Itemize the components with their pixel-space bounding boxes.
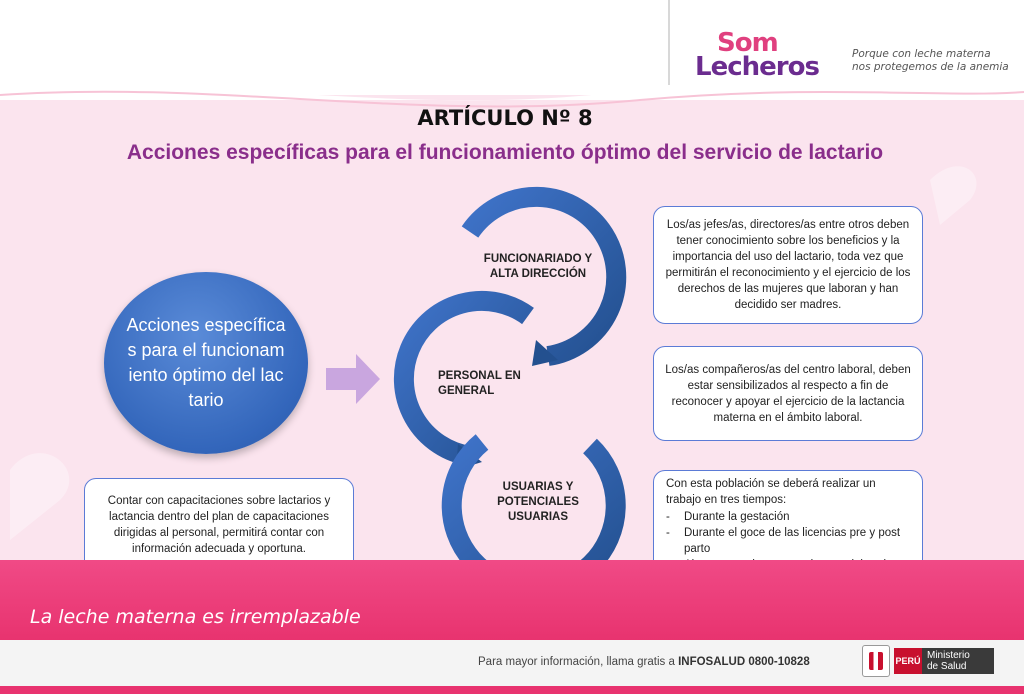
page-title: ARTÍCULO Nº 8 (417, 106, 593, 130)
footer-info-prefix: Para mayor información, llama gratis a (478, 656, 679, 668)
slogan: La leche materna es irremplazable (30, 606, 361, 628)
list-item: - Durante el goce de las licencias pre y post parto (666, 525, 910, 557)
footer-bar (0, 686, 1024, 694)
center-circle-text: Acciones específicas para el funcionamiento óptimo del lactario (126, 315, 286, 410)
logo-text-line2: Lecheros (695, 52, 819, 82)
spiral-label-directorate: FUNCIONARIADO Y ALTA DIRECCIÓN (483, 253, 593, 280)
footer-info-hotline: INFOSALUD 0800-10828 (678, 656, 810, 668)
staff-box (653, 346, 923, 441)
ministerio-line1: Ministerio (927, 650, 970, 661)
spiral-label-users: USUARIAS Y POTENCIALES USUARIAS (497, 481, 579, 523)
users-box-intro: Con esta población se deberá realizar un trabajo en tres tiempos: (666, 478, 876, 506)
directorate-box (653, 206, 923, 324)
list-item: - Durante la gestación (666, 509, 910, 525)
bottom-band (0, 560, 1024, 640)
ministerio-badge (922, 648, 994, 674)
footer-info (478, 656, 810, 668)
staff-box-text: Los/as compañeros/as del centro laboral, deben estar sensibilizados al respecto a fin de reconocer y apoyar el ejercicio de la lactancia materna en el ámbito laboral. (665, 363, 911, 424)
logo-text-line1: Som (717, 28, 778, 58)
spiral-label-staff: PERSONAL EN GENERAL (438, 370, 521, 397)
coat-of-arms-icon (862, 645, 890, 677)
page-subtitle: Acciones específicas para el funcionamiento óptimo del servicio de lactario (126, 141, 884, 164)
peru-badge: PERÚ (894, 648, 922, 674)
tagline-line2: nos protegemos de la anemia (852, 61, 1009, 73)
ministerio-line2: de Salud (927, 661, 967, 672)
training-box-text: Contar con capacitaciones sobre lactarios y lactancia dentro del plan de capacitaciones dirigidas al personal, permitirá contar con información adecuada y oportuna. (107, 495, 331, 555)
tagline-line1: Porque con leche materna (852, 48, 991, 60)
directorate-box-text: Los/as jefes/as, directores/as entre otros deben tener conocimiento sobre los beneficios y la importancia del uso del lactario, toda vez que permitirán el reconocimiento y el ejercicio de los derechos de las mujeres que laboran y han decidido ser madres. (665, 219, 911, 311)
